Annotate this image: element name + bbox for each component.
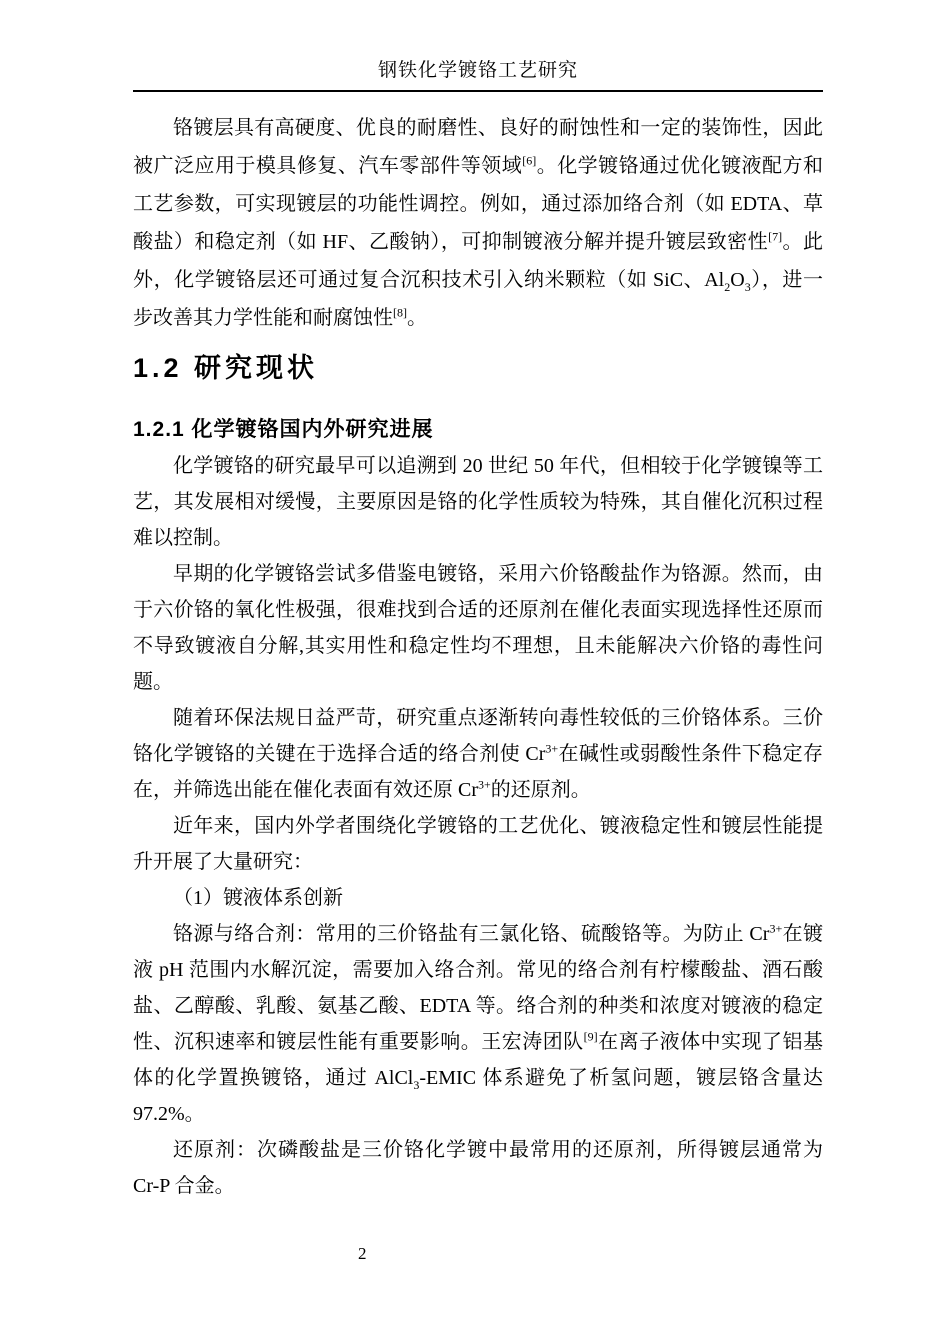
paragraph: （1）镀液体系创新: [173, 887, 343, 909]
paragraph: 近年来，国内外学者围绕化学镀铬的工艺优化、镀液稳定性和镀层性能提升开展了大量研究：: [133, 815, 823, 873]
superscript: [9]: [583, 1029, 598, 1044]
paragraph: 化学镀铬的研究最早可以追溯到 20 世纪 50 年代，但相较于化学镀镍等工艺，其发展相对缓慢，主要原因是铬的化学性质较为特殊，其自催化沉积过程难以控制。: [133, 455, 823, 549]
subscript: 3: [744, 280, 751, 294]
superscript: 3+: [478, 777, 491, 792]
subscript: 2: [724, 280, 731, 294]
section-heading: 1.2 研究现状: [133, 353, 319, 383]
document-body: [133, 109, 823, 1204]
paragraph: 早期的化学镀铬尝试多借鉴电镀铬，采用六价铬酸盐作为铬源。然而，由于六价铬的氧化性极强，很难找到合适的还原剂在催化表面实现选择性还原而不导致镀液自分解,其实用性和稳定性均不理想，且未能解决六价铬的毒性问题。: [133, 563, 823, 693]
running-header-title: 钢铁化学镀铬工艺研究: [133, 58, 823, 92]
paragraph: 铬源与络合剂：常用的三价铬盐有三氯化铬、硫酸铬等。为防止 $Cr^{3+}$在镀液 pH 范围内水解沉淀，需要加入络合剂。常见的络合剂有柠檬酸盐、酒石酸盐、乙醇酸、乳酸、氨基乙酸、EDTA 等。络合剂的种类和浓度对镀液的稳定性、沉积速率和镀层性能有重要影响。王宏涛团队[9]在离子液体中实现了铝基体的化学置换镀铬，通过 AlCl$_3$-EMIC 体系避免了析氢问题，镀层铬含量达 97.2%。: [133, 921, 824, 1125]
subscript: 3: [413, 1078, 420, 1092]
paragraph: 铬镀层具有高硬度、优良的耐磨性、良好的耐蚀性和一定的装饰性，因此被广泛应用于模具修复、汽车零部件等领域[6]。化学镀铬通过优化镀液配方和工艺参数，可实现镀层的功能性调控。例如，通过添加络合剂（如 EDTA、草酸盐）和稳定剂（如 HF、乙酸钠），可抑制镀液分解并提升镀层致密性[7]。此外，化学镀铬层还可通过复合沉积技术引入纳米颗粒（如 SiC、$Al_2O_3$），进一步改善其力学性能和耐腐蚀性[8]。: [133, 117, 824, 329]
subsection-heading: 1.2.1 化学镀铬国内外研究进展: [133, 418, 434, 441]
superscript: 3+: [769, 921, 783, 936]
superscript: [8]: [393, 305, 407, 320]
paragraph: 随着环保法规日益严苛，研究重点逐渐转向毒性较低的三价铬体系。三价铬化学镀铬的关键在于选择合适的络合剂使 $Cr^{3+}$在碱性或弱酸性条件下稳定存在，并筛选出能在催化表面有效还原 $Cr^{3+}$的还原剂。: [133, 707, 824, 801]
page-number: 2: [358, 1244, 367, 1263]
paragraph: 还原剂：次磷酸盐是三价铬化学镀中最常用的还原剂，所得镀层通常为 Cr-P 合金。: [133, 1139, 823, 1197]
superscript: [6]: [522, 153, 537, 168]
superscript: 3+: [545, 741, 559, 756]
superscript: [7]: [768, 229, 783, 244]
